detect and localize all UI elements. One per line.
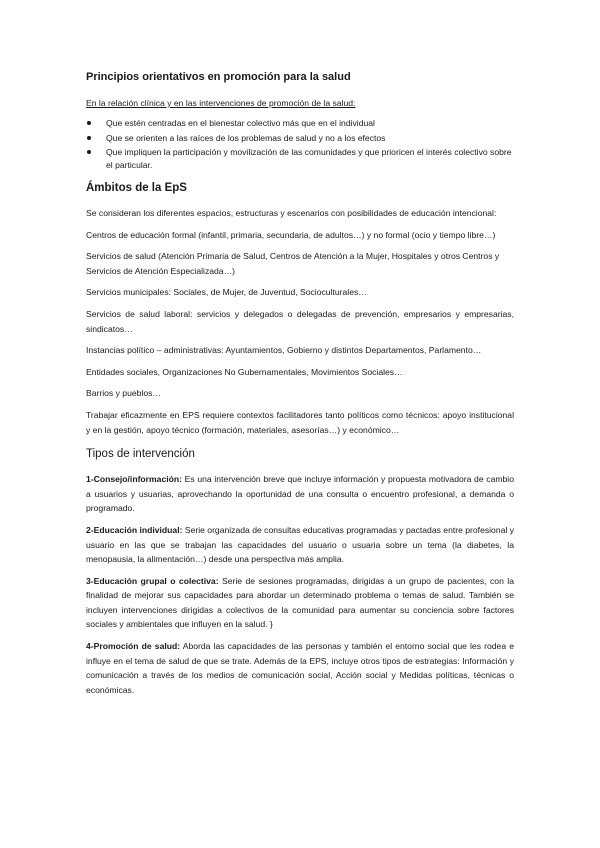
section-subtitle: En la relación clínica y en las intervenciones de promoción de la salud: <box>86 98 356 108</box>
tipo-text: Aborda las capacidades de las personas y también el entorno social que les rodea e influye en el tema de salud de que se trate. Además de la EPS, incluye otros tipos de estrategias: Información y comunicación a través de los medios de comunicación social, Acción social y Medidas políticas, técnicas o económicas. <box>86 641 515 695</box>
tipo-item <box>86 472 514 516</box>
page-title: Principios orientativos en promoción para la salud <box>86 71 351 83</box>
ambitos-paragraph: Barrios y pueblos… <box>86 388 161 399</box>
ambitos-heading: Ámbitos de la EpS <box>86 182 187 194</box>
ambitos-paragraph: Se consideran los diferentes espacios, estructuras y escenarios con posibilidades de educación intencional: <box>86 208 497 218</box>
tipo-item <box>86 574 514 632</box>
bullet-icon <box>87 150 91 154</box>
tipo-label: 1-Consejo/información: <box>86 474 182 485</box>
list-item-text: Que estén centradas en el bienestar colectivo más que en el individual <box>106 118 375 128</box>
tipo-label: 3-Educación grupal o colectiva: <box>86 575 219 586</box>
tipo-text: Es una intervención breve que incluye información y propuesta motivadora de cambio a usuarios y usuarias, aprovechando la oportunidad de una consulta o encuentro profesional, a demanda o programado. <box>86 474 514 514</box>
tipo-label: 4-Promoción de salud: <box>86 641 181 652</box>
ambitos-paragraph: Servicios de salud (Atención Primaria de Salud, Centros de Atención a la Mujer, Hospitales y otros Centros y Servicios de Atención Especializada…) <box>86 251 500 276</box>
list-item <box>86 146 514 171</box>
ambitos-paragraph: Instancias político – administrativas: Ayuntamientos, Gobierno y distintos Departamentos, Parlamento… <box>86 345 482 356</box>
list-item-text: Que impliquen la participación y movilización de las comunidades y que prioricen el interés colectivo sobre el particular. <box>106 147 512 170</box>
tipo-item <box>86 523 514 567</box>
ambitos-paragraph: Servicios municipales: Sociales, de Mujer, de Juventud, Socioculturales… <box>86 287 367 298</box>
tipo-text: Serie organizada de consultas educativas programadas y pactadas entre profesional y usuario en las que se trabajan las capacidades del usuario o usuaria sobre un tema (la diabetes, la menopausia, la alimentación…) desde una perspectiva más amplia. <box>86 524 514 565</box>
bullet-icon <box>87 121 91 125</box>
tipo-label: 2-Educación individual: <box>86 524 183 535</box>
list-item <box>86 132 514 145</box>
ambitos-paragraph: Centros de educación formal (infantil, primaria, secundaria, de adultos…) y no formal (ocio y tiempo libre…) <box>86 229 496 240</box>
ambitos-paragraph: Entidades sociales, Organizaciones No Gubernamentales, Movimientos Sociales… <box>86 366 403 377</box>
bullet-icon <box>87 136 91 140</box>
ambitos-paragraph: Servicios de salud laboral: servicios y delegados o delegadas de prevención, empresarios y empresarias, sindicatos… <box>86 308 514 334</box>
list-item-text: Que se orienten a las raíces de los problemas de salud y no a los efectos <box>106 132 386 143</box>
tipos-heading: Tipos de intervención <box>86 448 195 461</box>
tipo-text: Serie de sesiones programadas, dirigidas a un grupo de pacientes, con la finalidad de mejorar sus capacidades para abordar un determinado problema o temas de salud. También se incluyen intervenciones dirigidas a colectivos de la comunidad para aumentar su conciencia sobre factores sociales y ambientales que influyen en la salud. } <box>86 575 514 630</box>
tipo-item <box>86 639 514 697</box>
principles-list <box>86 117 514 171</box>
ambitos-paragraph: Trabajar eficazmente en EPS requiere contextos facilitadores tanto políticos como técnicos: apoyo institucional y en la gestión, apoyo técnico (formación, materiales, asesorías…) y económico… <box>86 409 514 435</box>
list-item <box>86 117 514 130</box>
